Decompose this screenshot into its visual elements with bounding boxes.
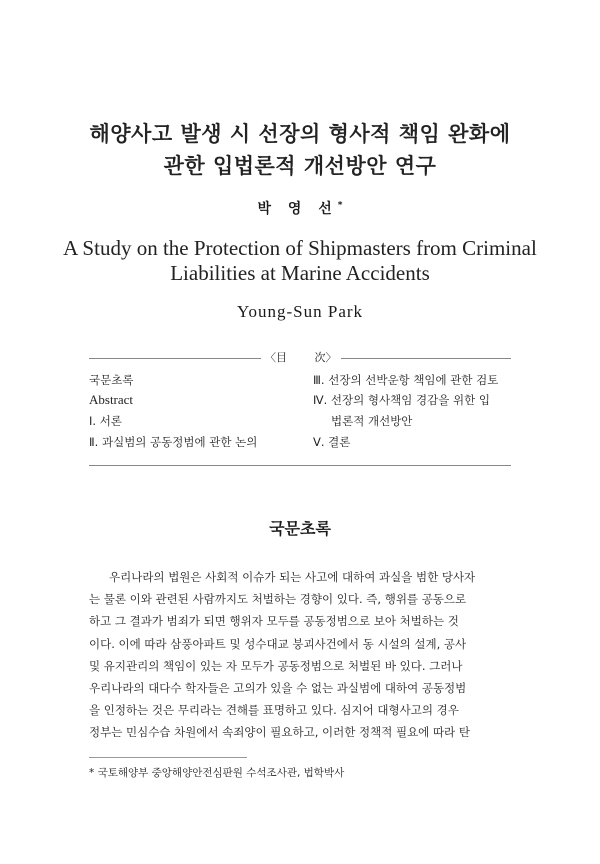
paragraph-line: 하고 그 결과가 범죄가 되면 행위자 모두를 공동정범으로 보아 처벌하는 것	[89, 614, 459, 629]
toc-heading: 〈目 次〉	[261, 349, 341, 365]
abstract-paragraph	[89, 566, 511, 744]
paragraph-line: 우리나라의 대다수 학자들은 고의가 있을 수 없는 과실범에 대하여 공동정범	[89, 681, 467, 696]
paragraph-line: 을 인정하는 것은 무리라는 견해를 표명하고 있다. 심지어 대형사고의 경우	[89, 703, 459, 718]
footnote: * 국토해양부 중앙해양안전심판원 수석조사관, 법학박사	[89, 767, 345, 779]
toc-item-chapter-2[interactable]: Ⅱ. 과실범의 공동정범에 관한 논의	[89, 435, 258, 449]
toc-item-chapter-3[interactable]: Ⅲ. 선장의 선박운항 책임에 관한 검토	[313, 373, 499, 387]
toc-item-chapter-4-cont[interactable]: 법론적 개선방안	[331, 414, 413, 428]
author-korean	[0, 198, 600, 218]
toc-item-introduction[interactable]: Ⅰ. 서론	[89, 414, 122, 428]
toc-item-abstract[interactable]: Abstract	[89, 392, 134, 407]
english-title-line-1: A Study on the Protection of Shipmasters from Criminal	[63, 236, 537, 260]
toc-bottom-rule	[89, 465, 511, 466]
toc-item-chapter-4[interactable]: Ⅳ. 선장의 형사책임 경감을 위한 입	[313, 393, 490, 407]
paragraph-line: 및 유지관리의 책임이 있는 자 모두가 공동정범으로 처벌된 바 있다. 그러나	[89, 658, 463, 673]
paragraph-line: 우리나라의 법원은 사회적 이슈가 되는 사고에 대하여 과실을 범한 당사자	[109, 570, 476, 584]
paragraph-line: 이다. 이에 따라 삼풍아파트 및 성수대교 붕괴사건에서 동 시설의 설계, 공사	[89, 636, 467, 651]
author-korean-name: 박 영 선	[257, 201, 338, 217]
korean-title-line-1: 해양사고 발생 시 선장의 형사적 책임 완화에	[89, 122, 511, 146]
author-footnote-mark: *	[337, 200, 343, 211]
table-of-contents	[89, 351, 511, 466]
toc-item-conclusion[interactable]: Ⅴ. 결론	[313, 435, 351, 449]
toc-item-korean-abstract[interactable]: 국문초록	[89, 373, 134, 387]
english-title-line-2: Liabilities at Marine Accidents	[170, 261, 430, 285]
paragraph-line: 정부는 민심수습 차원에서 속죄양이 필요하고, 이러한 정책적 필요에 따라 탄	[89, 725, 470, 740]
section-heading: 국문초록	[269, 519, 331, 538]
paragraph-line: 는 물론 이와 관련된 사람까지도 처벌하는 경향이 있다. 즉, 행위를 공동으로	[89, 592, 467, 607]
korean-title-line-2: 관한 입법론적 개선방안 연구	[163, 154, 437, 178]
author-english: Young-Sun Park	[236, 302, 364, 321]
footnote-rule	[89, 757, 247, 758]
